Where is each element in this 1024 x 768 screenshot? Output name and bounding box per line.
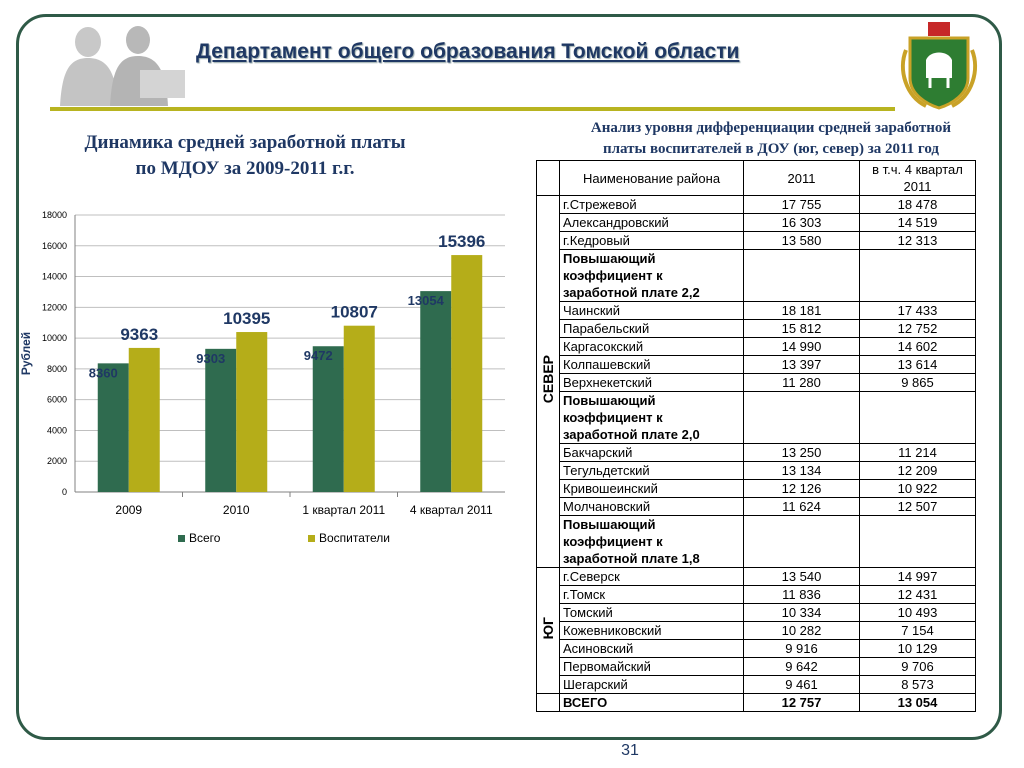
- district-name: Верхнекетский: [560, 374, 744, 392]
- bar-all: [420, 291, 451, 492]
- y-tick-label: 2000: [46, 456, 67, 467]
- value-2011: 11 836: [744, 586, 860, 604]
- value-2011: 10 334: [744, 604, 860, 622]
- header-q4-2011: в т.ч. 4 квартал 2011: [860, 161, 976, 196]
- y-tick-label: 4000: [46, 425, 67, 436]
- district-name: Тегульдетский: [560, 462, 744, 480]
- total-2011: 12 757: [744, 694, 860, 712]
- value-q4-2011: 14 602: [860, 338, 976, 356]
- table-row: [537, 586, 976, 604]
- table-row: [537, 196, 976, 214]
- value-q4-2011: 14 519: [860, 214, 976, 232]
- value-q4-2011: 14 997: [860, 568, 976, 586]
- y-tick-label: 6000: [46, 394, 67, 405]
- data-label: 10807: [330, 302, 378, 322]
- table-row: [537, 444, 976, 462]
- value-2011: 12 126: [744, 480, 860, 498]
- district-name: Кривошеинский: [560, 480, 744, 498]
- district-name: Шегарский: [560, 676, 744, 694]
- table-row: [537, 356, 976, 374]
- y-tick-label: 8000: [46, 363, 67, 374]
- value-q4-2011: 17 433: [860, 302, 976, 320]
- y-axis-label: Рублей: [19, 331, 33, 376]
- district-name: Первомайский: [560, 658, 744, 676]
- table-header-row: [537, 161, 976, 196]
- value-2011: 15 812: [744, 320, 860, 338]
- value-2011: [744, 250, 860, 302]
- bar-all: [98, 363, 129, 492]
- district-name: г.Северск: [560, 568, 744, 586]
- table-row: [537, 676, 976, 694]
- table-title-line-1: Анализ уровня дифференциации средней заработной: [590, 120, 952, 136]
- value-2011: 13 250: [744, 444, 860, 462]
- legend-label: Всего: [189, 531, 221, 545]
- district-name: Повышающий коэффициент к заработной плате 2,2: [560, 250, 744, 302]
- value-q4-2011: 10 493: [860, 604, 976, 622]
- value-2011: 13 580: [744, 232, 860, 250]
- region-north-label-text: СЕВЕР: [539, 355, 556, 404]
- table-row: [537, 640, 976, 658]
- total-region-cell: [537, 694, 560, 712]
- table-row: [537, 374, 976, 392]
- total-label: ВСЕГО: [560, 694, 744, 712]
- y-tick-label: 12000: [41, 302, 67, 313]
- region-south-label-text: ЮГ: [539, 617, 556, 640]
- table-row: [537, 214, 976, 232]
- y-tick-label: 0: [61, 487, 67, 497]
- data-label: 15396: [438, 232, 486, 252]
- chart-title-line-2: по МДОУ за 2009-2011 г.г.: [135, 158, 355, 179]
- data-label: 9472: [303, 348, 333, 364]
- data-label: 9363: [120, 324, 159, 344]
- value-q4-2011: [860, 516, 976, 568]
- header-district: Наименование района: [560, 161, 744, 196]
- x-tick-label: 2009: [115, 503, 143, 517]
- table-title: [536, 118, 1006, 160]
- value-q4-2011: 12 752: [860, 320, 976, 338]
- region-north-label: [537, 196, 560, 568]
- bar-teachers: [129, 348, 160, 492]
- value-2011: 14 990: [744, 338, 860, 356]
- value-q4-2011: [860, 392, 976, 444]
- header-divider: [50, 107, 895, 111]
- district-name: Колпашевский: [560, 356, 744, 374]
- district-name: Томский: [560, 604, 744, 622]
- value-2011: 13 134: [744, 462, 860, 480]
- data-label: 9303: [196, 350, 226, 366]
- y-tick-label: 14000: [41, 271, 67, 282]
- value-2011: 11 280: [744, 374, 860, 392]
- district-name: г.Кедровый: [560, 232, 744, 250]
- table-row: [537, 498, 976, 516]
- chart-title-line-1: Динамика средней заработной платы: [84, 132, 406, 153]
- value-2011: 16 303: [744, 214, 860, 232]
- value-q4-2011: [860, 250, 976, 302]
- value-2011: 9 642: [744, 658, 860, 676]
- value-2011: 17 755: [744, 196, 860, 214]
- value-q4-2011: 12 431: [860, 586, 976, 604]
- header-title: Департамент общего образования Томской области: [196, 40, 740, 63]
- header-region-cell: [537, 161, 560, 196]
- table-row: [537, 604, 976, 622]
- bar-all: [313, 346, 344, 492]
- district-name: Повышающий коэффициент к заработной плате 2,0: [560, 392, 744, 444]
- legend-swatch: [308, 535, 315, 542]
- table-row: [537, 516, 976, 568]
- x-tick-label: 2010: [222, 503, 250, 517]
- value-q4-2011: 7 154: [860, 622, 976, 640]
- bar-teachers: [344, 326, 375, 492]
- x-tick-label: 1 квартал 2011: [302, 503, 386, 517]
- value-q4-2011: 12 313: [860, 232, 976, 250]
- value-q4-2011: 11 214: [860, 444, 976, 462]
- page-number: 31: [621, 742, 639, 759]
- salary-bar-chart: [10, 200, 520, 560]
- y-tick-label: 10000: [41, 333, 67, 344]
- value-q4-2011: 10 129: [860, 640, 976, 658]
- district-name: Чаинский: [560, 302, 744, 320]
- bar-teachers: [236, 332, 267, 492]
- x-tick-label: 4 квартал 2011: [409, 503, 493, 517]
- table-row: [537, 232, 976, 250]
- data-label: 10395: [223, 309, 271, 329]
- value-2011: 11 624: [744, 498, 860, 516]
- data-label: 13054: [407, 293, 444, 309]
- district-name: Александровский: [560, 214, 744, 232]
- value-q4-2011: 9 706: [860, 658, 976, 676]
- table-row: [537, 622, 976, 640]
- people-silhouette-icon: [40, 20, 190, 106]
- value-q4-2011: 10 922: [860, 480, 976, 498]
- bar-all: [205, 349, 236, 492]
- value-2011: 18 181: [744, 302, 860, 320]
- total-q4-2011: 13 054: [860, 694, 976, 712]
- legend-label: Воспитатели: [319, 531, 390, 545]
- table-row: [537, 658, 976, 676]
- district-name: г.Томск: [560, 586, 744, 604]
- table-title-line-2: платы воспитателей в ДОУ (юг, север) за 2011 год: [602, 141, 940, 157]
- value-2011: [744, 392, 860, 444]
- district-name: Каргасокский: [560, 338, 744, 356]
- coat-of-arms-icon: [900, 20, 978, 110]
- table-total-row: [537, 694, 976, 712]
- table-row: [537, 568, 976, 586]
- value-2011: [744, 516, 860, 568]
- y-tick-label: 16000: [41, 240, 67, 251]
- table-row: [537, 480, 976, 498]
- header-2011: 2011: [744, 161, 860, 196]
- value-q4-2011: 12 507: [860, 498, 976, 516]
- value-q4-2011: 8 573: [860, 676, 976, 694]
- bar-teachers: [451, 255, 482, 492]
- table-row: [537, 462, 976, 480]
- table-row: [537, 250, 976, 302]
- region-south-label: [537, 568, 560, 694]
- district-name: Повышающий коэффициент к заработной плате 1,8: [560, 516, 744, 568]
- district-name: г.Стрежевой: [560, 196, 744, 214]
- chart-title: [40, 130, 450, 182]
- value-2011: 9 916: [744, 640, 860, 658]
- salary-table: [536, 160, 976, 712]
- district-name: Кожевниковский: [560, 622, 744, 640]
- value-q4-2011: 9 865: [860, 374, 976, 392]
- data-label: 8360: [88, 365, 118, 381]
- value-2011: 13 540: [744, 568, 860, 586]
- district-name: Асиновский: [560, 640, 744, 658]
- value-2011: 9 461: [744, 676, 860, 694]
- value-q4-2011: 18 478: [860, 196, 976, 214]
- table-row: [537, 302, 976, 320]
- table-row: [537, 338, 976, 356]
- district-name: Бакчарский: [560, 444, 744, 462]
- table-row: [537, 392, 976, 444]
- value-q4-2011: 13 614: [860, 356, 976, 374]
- table-row: [537, 320, 976, 338]
- legend-swatch: [178, 535, 185, 542]
- value-q4-2011: 12 209: [860, 462, 976, 480]
- value-2011: 13 397: [744, 356, 860, 374]
- value-2011: 10 282: [744, 622, 860, 640]
- y-tick-label: 18000: [41, 210, 67, 220]
- district-name: Парабельский: [560, 320, 744, 338]
- district-name: Молчановский: [560, 498, 744, 516]
